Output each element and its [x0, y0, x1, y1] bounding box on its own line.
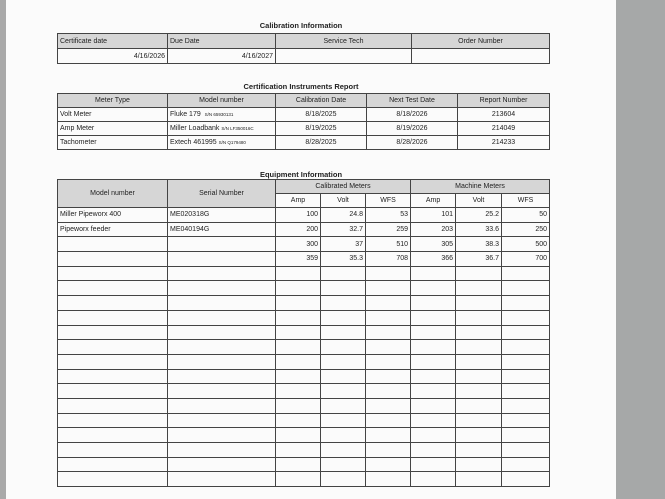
- equip-m-wfs: [502, 398, 550, 413]
- equip-m-volt: 38.3: [456, 237, 502, 252]
- order-number-header: Order Number: [412, 34, 550, 49]
- equip-m-volt: [456, 384, 502, 399]
- equip-m-volt: [456, 325, 502, 340]
- equip-m-wfs: [502, 369, 550, 384]
- equip-c-wfs: [366, 457, 411, 472]
- table-row: [58, 208, 550, 223]
- equip-m-amp: [411, 296, 456, 311]
- instruments-table: [57, 93, 550, 150]
- equip-c-amp: [276, 325, 321, 340]
- equip-c-amp: [276, 472, 321, 487]
- model-name: Miller Loadbank: [170, 125, 220, 132]
- equip-c-wfs: [366, 340, 411, 355]
- equip-m-wfs: 700: [502, 252, 550, 267]
- equip-c-volt: [321, 310, 366, 325]
- equip-m-amp: [411, 266, 456, 281]
- report-number: 213604: [458, 108, 550, 122]
- equip-serial: [168, 296, 276, 311]
- equip-c-amp: [276, 398, 321, 413]
- equip-c-volt: [321, 384, 366, 399]
- due-date-header: Due Date: [168, 34, 276, 49]
- equip-m-amp: [411, 384, 456, 399]
- equip-m-amp: [411, 472, 456, 487]
- equip-m-volt: [456, 369, 502, 384]
- equip-c-amp: [276, 413, 321, 428]
- next-test-date: 8/19/2026: [367, 122, 458, 136]
- equip-model: [58, 310, 168, 325]
- machine-meters-header: Machine Meters: [411, 180, 550, 194]
- equip-m-amp: [411, 398, 456, 413]
- equip-m-volt: 36.7: [456, 252, 502, 267]
- equip-m-volt: [456, 266, 502, 281]
- equip-c-amp: [276, 281, 321, 296]
- model-number: [168, 108, 276, 122]
- equip-model: [58, 443, 168, 458]
- equipment-title: Equipment Information: [259, 170, 343, 179]
- equip-m-wfs: 500: [502, 237, 550, 252]
- equip-c-wfs: [366, 398, 411, 413]
- table-row: [58, 354, 550, 369]
- table-row: [58, 222, 550, 237]
- equip-m-amp: [411, 340, 456, 355]
- table-row: [58, 443, 550, 458]
- equip-serial: [168, 384, 276, 399]
- equip-c-wfs: [366, 354, 411, 369]
- cert-date-header: Certificate date: [58, 34, 168, 49]
- cal-volt-header: Volt: [321, 194, 366, 208]
- equip-serial: ME020318G: [168, 208, 276, 223]
- equip-m-wfs: [502, 443, 550, 458]
- equip-serial: [168, 281, 276, 296]
- equip-c-wfs: [366, 296, 411, 311]
- next-test-date: 8/28/2026: [367, 136, 458, 150]
- equip-model: [58, 281, 168, 296]
- equip-c-amp: [276, 340, 321, 355]
- equip-serial: [168, 413, 276, 428]
- equip-c-amp: [276, 384, 321, 399]
- equip-m-volt: [456, 296, 502, 311]
- equip-m-amp: 366: [411, 252, 456, 267]
- equip-m-volt: [456, 428, 502, 443]
- equip-m-wfs: 50: [502, 208, 550, 223]
- equip-m-amp: [411, 443, 456, 458]
- equip-m-volt: [456, 472, 502, 487]
- equip-serial: [168, 398, 276, 413]
- cal-wfs-header: WFS: [366, 194, 411, 208]
- next-test-date-header: Next Test Date: [367, 94, 458, 108]
- scrollbar-area: [616, 0, 665, 499]
- equip-serial: [168, 354, 276, 369]
- equip-m-amp: 305: [411, 237, 456, 252]
- equip-c-amp: [276, 310, 321, 325]
- equip-m-volt: [456, 340, 502, 355]
- equip-m-wfs: [502, 384, 550, 399]
- equip-m-amp: [411, 457, 456, 472]
- report-number: 214049: [458, 122, 550, 136]
- equip-m-wfs: [502, 457, 550, 472]
- service-tech-header: Service Tech: [276, 34, 412, 49]
- model-name: Extech 461995: [170, 139, 217, 146]
- equip-model: [58, 428, 168, 443]
- equip-m-wfs: [502, 428, 550, 443]
- meter-type: Amp Meter: [58, 122, 168, 136]
- model-number: [168, 136, 276, 150]
- equip-serial: [168, 443, 276, 458]
- equipment-table: [57, 179, 550, 487]
- due-date-value: 4/16/2027: [168, 49, 276, 64]
- calibration-date: 8/18/2025: [276, 108, 367, 122]
- equip-serial: [168, 325, 276, 340]
- model-number-header: Model number: [168, 94, 276, 108]
- table-row: [58, 428, 550, 443]
- equip-c-amp: 100: [276, 208, 321, 223]
- equip-c-volt: 35.3: [321, 252, 366, 267]
- model-number: [168, 122, 276, 136]
- table-row: [58, 325, 550, 340]
- serial-note: S/N Q179480: [218, 140, 246, 145]
- table-row: [58, 266, 550, 281]
- equip-serial: [168, 457, 276, 472]
- equip-m-wfs: [502, 266, 550, 281]
- equip-model: [58, 252, 168, 267]
- equip-m-volt: [456, 413, 502, 428]
- equip-c-wfs: [366, 325, 411, 340]
- equip-m-wfs: [502, 472, 550, 487]
- equip-m-amp: [411, 428, 456, 443]
- equip-c-volt: [321, 354, 366, 369]
- equip-m-amp: [411, 413, 456, 428]
- equip-model: [58, 384, 168, 399]
- equip-c-wfs: [366, 281, 411, 296]
- table-row: [58, 472, 550, 487]
- calibration-info-title: Calibration Information: [259, 21, 343, 30]
- equip-model: [58, 266, 168, 281]
- equip-c-volt: 37: [321, 237, 366, 252]
- mach-amp-header: Amp: [411, 194, 456, 208]
- equip-c-wfs: [366, 428, 411, 443]
- cal-amp-header: Amp: [276, 194, 321, 208]
- equip-m-volt: [456, 354, 502, 369]
- equip-c-wfs: [366, 266, 411, 281]
- equip-c-wfs: 708: [366, 252, 411, 267]
- meter-type-header: Meter Type: [58, 94, 168, 108]
- equip-c-amp: [276, 428, 321, 443]
- equip-model: [58, 457, 168, 472]
- equip-serial: [168, 237, 276, 252]
- meter-type: Volt Meter: [58, 108, 168, 122]
- equip-c-volt: [321, 398, 366, 413]
- table-row: [58, 252, 550, 267]
- equip-m-amp: [411, 310, 456, 325]
- equip-c-volt: 24.8: [321, 208, 366, 223]
- equip-m-wfs: [502, 310, 550, 325]
- calibration-date: 8/28/2025: [276, 136, 367, 150]
- table-row: [58, 237, 550, 252]
- equip-serial: [168, 252, 276, 267]
- equip-m-wfs: [502, 296, 550, 311]
- equip-c-wfs: 259: [366, 222, 411, 237]
- meter-type: Tachometer: [58, 136, 168, 150]
- equip-m-volt: 33.6: [456, 222, 502, 237]
- equip-m-amp: 101: [411, 208, 456, 223]
- equip-model: [58, 472, 168, 487]
- mach-wfs-header: WFS: [502, 194, 550, 208]
- equip-model: [58, 325, 168, 340]
- order-number-value: [412, 49, 550, 64]
- equip-c-amp: [276, 266, 321, 281]
- equip-m-wfs: [502, 325, 550, 340]
- equip-c-volt: [321, 369, 366, 384]
- equip-c-volt: [321, 325, 366, 340]
- equip-c-amp: [276, 354, 321, 369]
- equip-m-amp: [411, 281, 456, 296]
- equip-c-wfs: [366, 384, 411, 399]
- table-row: [58, 340, 550, 355]
- table-row: [58, 136, 550, 150]
- calibration-date: 8/19/2025: [276, 122, 367, 136]
- equip-m-amp: [411, 325, 456, 340]
- equip-model: [58, 237, 168, 252]
- equip-m-amp: [411, 369, 456, 384]
- service-tech-value: [276, 49, 412, 64]
- equip-model: Pipeworx feeder: [58, 222, 168, 237]
- table-row: [58, 369, 550, 384]
- table-row: [58, 108, 550, 122]
- equip-c-amp: [276, 457, 321, 472]
- table-row: [58, 310, 550, 325]
- equip-m-volt: [456, 281, 502, 296]
- equip-model: [58, 354, 168, 369]
- equip-m-volt: [456, 443, 502, 458]
- equip-c-volt: [321, 340, 366, 355]
- equip-m-wfs: 250: [502, 222, 550, 237]
- document-page: [6, 0, 616, 499]
- equip-c-wfs: 510: [366, 237, 411, 252]
- equip-c-wfs: [366, 443, 411, 458]
- equip-model-header: Model number: [58, 180, 168, 208]
- mach-volt-header: Volt: [456, 194, 502, 208]
- equip-serial: [168, 266, 276, 281]
- equip-c-amp: [276, 443, 321, 458]
- equip-model: Miller Pipeworx 400: [58, 208, 168, 223]
- equip-c-volt: [321, 457, 366, 472]
- model-name: Fluke 179: [170, 111, 201, 118]
- equip-model: [58, 398, 168, 413]
- equip-c-wfs: [366, 369, 411, 384]
- table-row: [58, 281, 550, 296]
- equip-c-wfs: [366, 472, 411, 487]
- table-row: [58, 122, 550, 136]
- serial-note: S/N 65930131: [204, 112, 234, 117]
- equip-serial: [168, 340, 276, 355]
- equip-c-amp: 300: [276, 237, 321, 252]
- equip-serial-header: Serial Number: [168, 180, 276, 208]
- equip-m-volt: 25.2: [456, 208, 502, 223]
- equip-c-volt: 32.7: [321, 222, 366, 237]
- equip-c-volt: [321, 472, 366, 487]
- equip-serial: [168, 369, 276, 384]
- equip-serial: [168, 428, 276, 443]
- equip-model: [58, 413, 168, 428]
- serial-note: S/N LF350016C: [221, 126, 254, 131]
- equip-m-wfs: [502, 281, 550, 296]
- equip-m-wfs: [502, 340, 550, 355]
- equip-model: [58, 340, 168, 355]
- equip-model: [58, 369, 168, 384]
- calibrated-meters-header: Calibrated Meters: [276, 180, 411, 194]
- instruments-title: Certification Instruments Report: [243, 82, 359, 91]
- equip-serial: [168, 472, 276, 487]
- equip-m-wfs: [502, 354, 550, 369]
- equip-serial: ME040194G: [168, 222, 276, 237]
- next-test-date: 8/18/2026: [367, 108, 458, 122]
- equip-serial: [168, 310, 276, 325]
- report-number: 214233: [458, 136, 550, 150]
- equip-m-amp: 203: [411, 222, 456, 237]
- equip-m-wfs: [502, 413, 550, 428]
- equip-c-volt: [321, 266, 366, 281]
- table-row: [58, 296, 550, 311]
- equip-m-amp: [411, 354, 456, 369]
- equip-c-amp: [276, 296, 321, 311]
- calibration-date-header: Calibration Date: [276, 94, 367, 108]
- equip-m-volt: [456, 457, 502, 472]
- equip-c-volt: [321, 443, 366, 458]
- table-row: [58, 384, 550, 399]
- equip-m-volt: [456, 398, 502, 413]
- table-row: [58, 457, 550, 472]
- equip-c-wfs: 53: [366, 208, 411, 223]
- equip-c-wfs: [366, 413, 411, 428]
- table-row: [58, 398, 550, 413]
- equip-c-amp: 359: [276, 252, 321, 267]
- equip-c-wfs: [366, 310, 411, 325]
- cert-date-value: 4/16/2026: [58, 49, 168, 64]
- table-row: [58, 413, 550, 428]
- equip-c-amp: 200: [276, 222, 321, 237]
- equip-c-amp: [276, 369, 321, 384]
- equip-m-volt: [456, 310, 502, 325]
- calibration-info-table: [57, 33, 550, 64]
- equip-c-volt: [321, 413, 366, 428]
- equip-c-volt: [321, 428, 366, 443]
- equip-c-volt: [321, 296, 366, 311]
- report-number-header: Report Number: [458, 94, 550, 108]
- equip-model: [58, 296, 168, 311]
- equip-c-volt: [321, 281, 366, 296]
